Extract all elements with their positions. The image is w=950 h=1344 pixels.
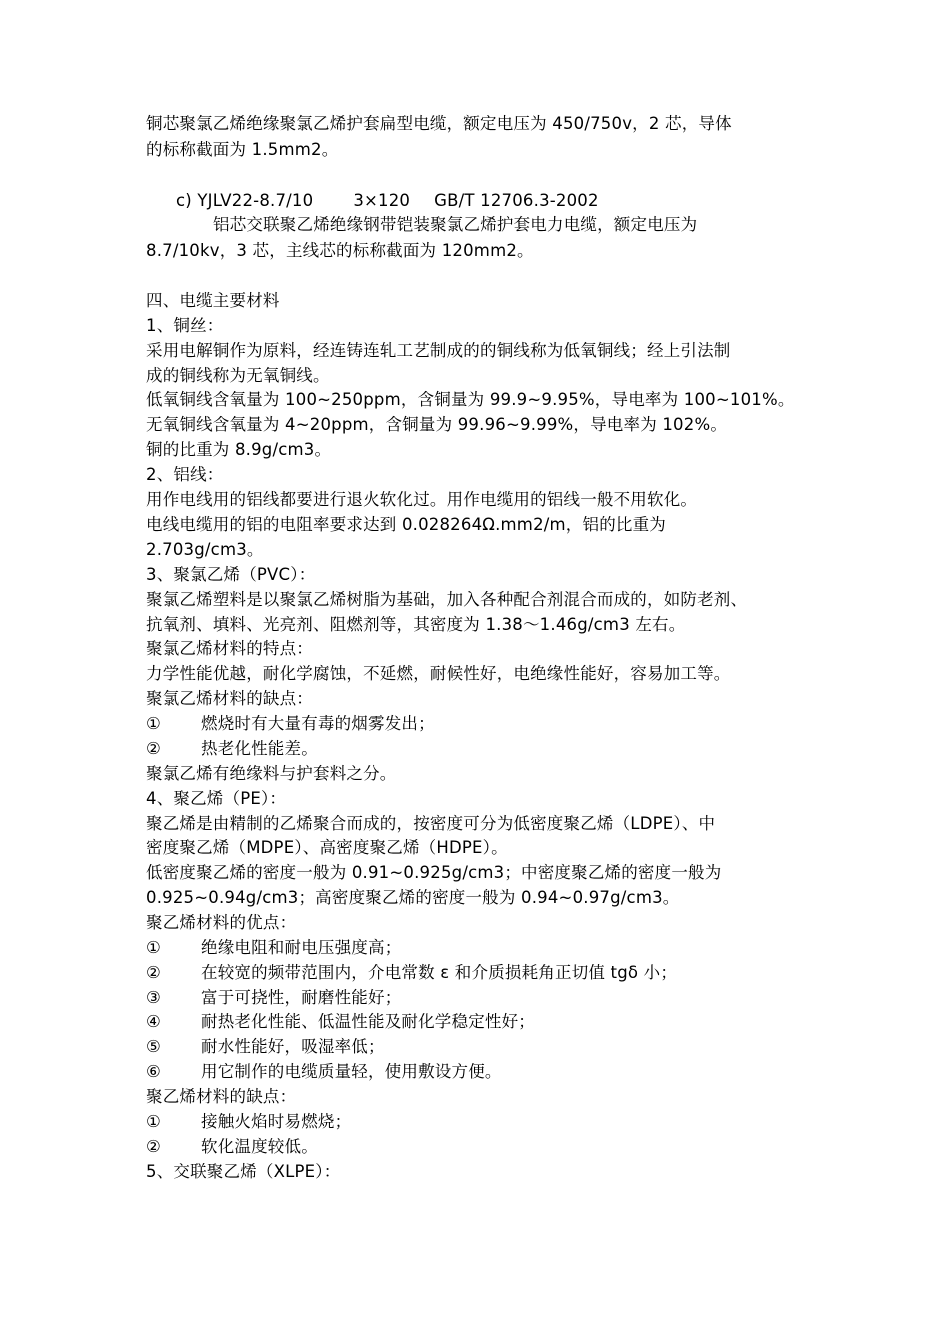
paragraph-line: 成的铜线称为无氧铜线。: [146, 366, 330, 385]
subsection-heading: 2、铝线：: [146, 465, 224, 484]
list-item: [146, 1062, 502, 1082]
paragraph-line: 电线电缆用的铝的电阻率要求达到 0.028264Ω.mm2/m，铝的比重为: [146, 515, 667, 534]
list-item: [146, 963, 677, 983]
cable-spec-line: [176, 191, 599, 211]
list-text: 接触火焰时易燃烧；: [201, 1112, 352, 1131]
list-number: ⑥: [146, 1062, 161, 1081]
cable-code: c) YJLV22-8.7/10: [176, 191, 314, 210]
list-number: ②: [146, 963, 161, 982]
paragraph-line: 抗氧剂、填料、光亮剂、阻燃剂等，其密度为 1.38～1.46g/cm3 左右。: [146, 615, 686, 634]
list-number: ⑤: [146, 1037, 161, 1056]
list-text: 在较宽的频带范围内，介电常数 ε 和介质损耗角正切值 tgδ 小；: [201, 963, 678, 982]
paragraph-line: 的标称截面为 1.5mm2。: [146, 140, 339, 159]
list-number: ②: [146, 1137, 161, 1156]
list-number: ①: [146, 1112, 161, 1131]
paragraph-line: 聚氯乙烯材料的缺点：: [146, 689, 313, 708]
list-text: 用它制作的电缆质量轻，使用敷设方便。: [201, 1062, 502, 1081]
list-number: ①: [146, 938, 161, 957]
paragraph-line: 聚乙烯材料的缺点：: [146, 1087, 297, 1106]
paragraph-line: 铜芯聚氯乙烯绝缘聚氯乙烯护套扁型电缆，额定电压为 450/750v，2 芯，导体: [146, 114, 732, 133]
cable-size: 3×120: [353, 191, 411, 210]
list-item: [146, 1037, 385, 1057]
list-text: 耐热老化性能、低温性能及耐化学稳定性好；: [201, 1012, 535, 1031]
paragraph-line: 聚乙烯是由精制的乙烯聚合而成的，按密度可分为低密度聚乙烯（LDPE）、中: [146, 814, 716, 833]
subsection-heading: 3、聚氯乙烯（PVC）：: [146, 565, 316, 584]
paragraph-line: 聚乙烯材料的优点：: [146, 913, 297, 932]
list-text: 富于可挠性，耐磨性能好；: [201, 988, 402, 1007]
list-item: [146, 1112, 351, 1132]
list-text: 软化温度较低。: [201, 1137, 318, 1156]
paragraph-line: 铝芯交联聚乙烯绝缘钢带铠装聚氯乙烯护套电力电缆，额定电压为: [213, 215, 698, 234]
paragraph-line: 低密度聚乙烯的密度一般为 0.91~0.925g/cm3；中密度聚乙烯的密度一般为: [146, 863, 722, 882]
subsection-heading: 5、交联聚乙烯（XLPE）：: [146, 1162, 341, 1181]
list-text: 热老化性能差。: [201, 739, 318, 758]
list-number: ③: [146, 988, 161, 1007]
list-text: 绝缘电阻和耐电压强度高；: [201, 938, 402, 957]
list-item: [146, 988, 401, 1008]
list-text: 耐水性能好，吸湿率低；: [201, 1037, 385, 1056]
paragraph-line: 聚氯乙烯材料的特点：: [146, 639, 313, 658]
list-item: [146, 938, 401, 958]
paragraph-line: 采用电解铜作为原料，经连铸连轧工艺制成的的铜线称为低氧铜线；经上引法制: [146, 341, 731, 360]
list-number: ④: [146, 1012, 161, 1031]
paragraph-line: 聚氯乙烯有绝缘料与护套料之分。: [146, 764, 397, 783]
subsection-heading: 1、铜丝：: [146, 316, 224, 335]
paragraph-line: 铜的比重为 8.9g/cm3。: [146, 440, 332, 459]
list-number: ①: [146, 714, 161, 733]
list-item: [146, 1012, 535, 1032]
section-heading: 四、电缆主要材料: [146, 291, 280, 310]
paragraph-line: 2.703g/cm3。: [146, 540, 264, 559]
cable-standard: GB/T 12706.3-2002: [434, 191, 599, 210]
paragraph-line: 密度聚乙烯（MDPE）、高密度聚乙烯（HDPE）。: [146, 838, 508, 857]
list-item: [146, 739, 318, 759]
list-item: [146, 714, 435, 734]
paragraph-line: 用作电线用的铝线都要进行退火软化过。用作电缆用的铝线一般不用软化。: [146, 490, 698, 509]
paragraph-line: 低氧铜线含氧量为 100~250ppm，含铜量为 99.9~9.95%，导电率为 100~101%。: [146, 390, 795, 409]
paragraph-line: 8.7/10kv，3 芯，主线芯的标称截面为 120mm2。: [146, 241, 534, 260]
list-number: ②: [146, 739, 161, 758]
paragraph-line: 0.925~0.94g/cm3；高密度聚乙烯的密度一般为 0.94~0.97g/cm3。: [146, 888, 680, 907]
subsection-heading: 4、聚乙烯（PE）：: [146, 789, 287, 808]
list-text: 燃烧时有大量有毒的烟雾发出；: [201, 714, 435, 733]
paragraph-line: 聚氯乙烯塑料是以聚氯乙烯树脂为基础，加入各种配合剂混合而成的，如防老剂、: [146, 590, 748, 609]
paragraph-line: 无氧铜线含氧量为 4~20ppm，含铜量为 99.96~9.99%，导电率为 102%。: [146, 415, 728, 434]
paragraph-line: 力学性能优越，耐化学腐蚀，不延燃，耐候性好，电绝缘性能好，容易加工等。: [146, 664, 731, 683]
list-item: [146, 1137, 318, 1157]
